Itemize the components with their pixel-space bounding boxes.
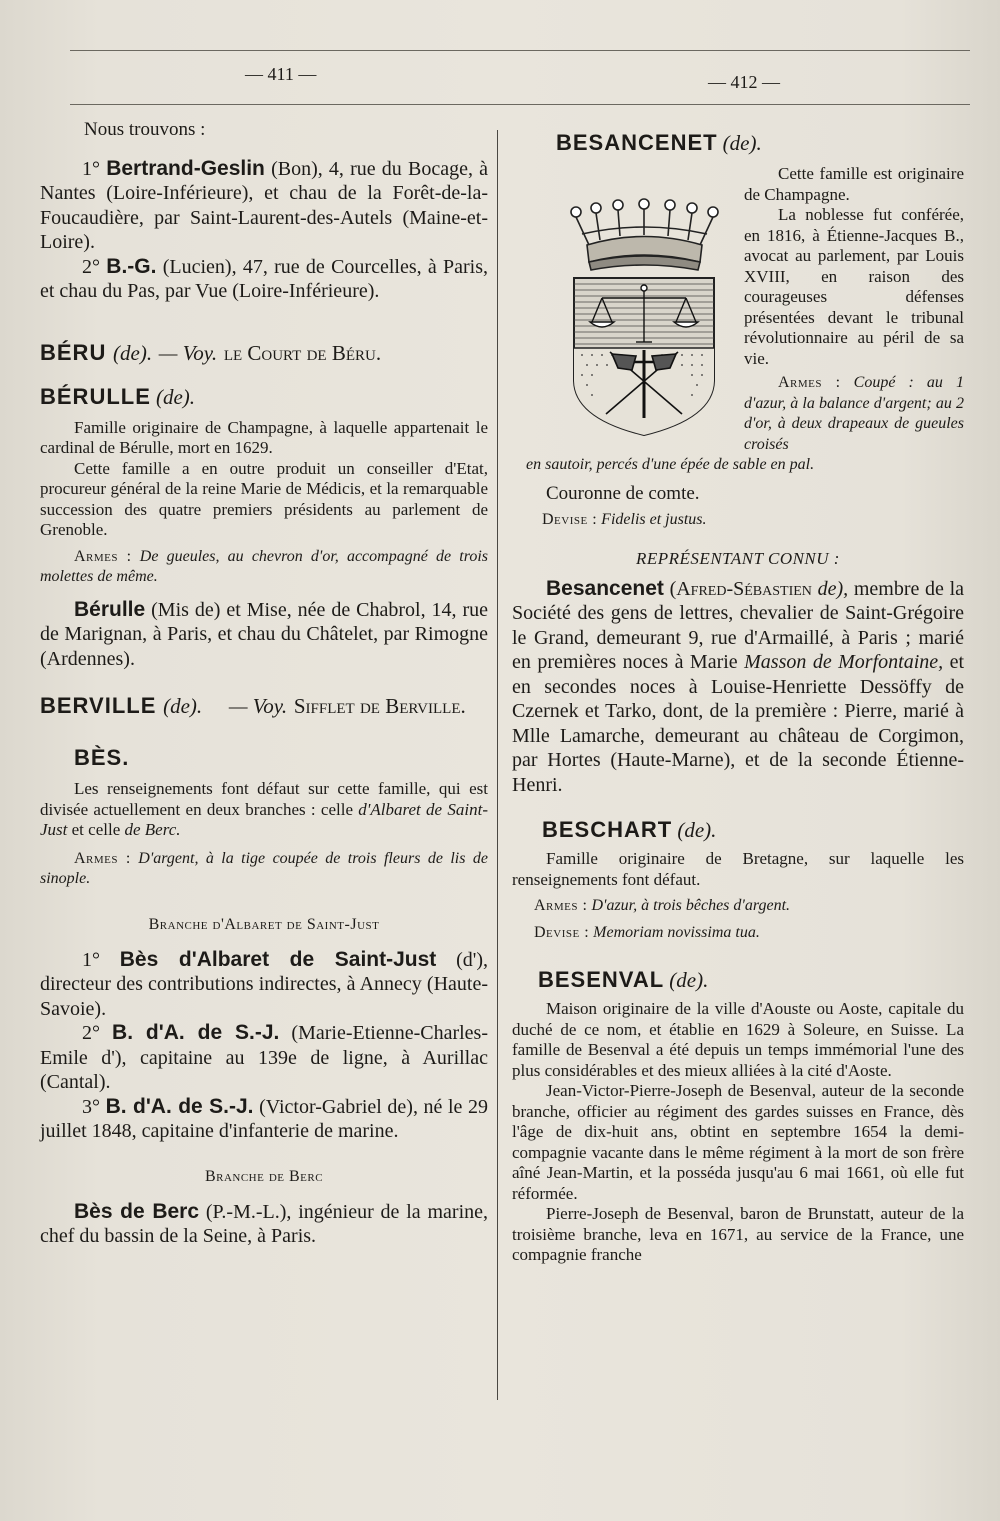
entry-details: (Bon), 4, rue du Bocage, à Nantes (Loire-Inférieure), et chau de la Forêt-de-la-Foucaudière, par Saint-Laurent-des-Autels (Maine-et-Loire).	[40, 157, 489, 253]
entry-forename: (Afred-Sébastien	[669, 577, 812, 600]
heading-voy: — Voy.	[228, 694, 288, 718]
besancenet-couronne: Couronne de comte.	[546, 482, 700, 504]
berulle-paragraph-1: Famille originaire de Champagne, à laquelle appartenait le cardinal de Bérulle, mort en 1629.	[40, 417, 488, 457]
bes-armes	[40, 849, 488, 890]
heading-particle: (de).	[155, 384, 196, 409]
heading-besenval	[512, 967, 964, 993]
entry-name: Besancenet	[546, 576, 664, 600]
entry-name: Bérulle	[74, 597, 146, 621]
devise-label: Devise :	[534, 923, 590, 941]
entry-number: 1°	[82, 157, 100, 180]
besenval-paragraph-2: Jean-Victor-Pierre-Joseph de Besenval, auteur de la seconde branche, officier au régiment des gardes suisses en France, dès l'âge de dix-huit ans, obtint en septembre 1654 la demi-compagnie vacante dans le même régiment à la mort de son frère aîné Jean-Martin, et la posséda jusqu'au 6 mai 1661, où elle fut réformée.	[512, 1081, 964, 1203]
entry-number: 2°	[82, 1022, 100, 1044]
besenval-paragraph-1: Maison originaire de la ville d'Aouste ou Aoste, capitale du duché de ce nom, et établie en 1629 à Soleure, en Suisse. La famille de Besenval a été depuis un temps immémorial l'une des plus considérables et des mieux alliées à la cité d'Aoste.	[512, 999, 964, 1080]
beschart-paragraph: Famille originaire de Bretagne, sur laquelle les renseignements font défaut.	[512, 849, 964, 889]
entry-details: (d'), directeur des contributions indirectes, à Annecy (Haute-Savoie).	[40, 948, 488, 1020]
besenval-paragraph-3: Pierre-Joseph de Besenval, baron de Brunstatt, auteur de la troisième branche, leva en 1671, au service de la France, une compagnie franche	[512, 1204, 964, 1264]
bes-text-a: Les renseignements font défaut sur cette famille, qui est divisée actuellement en deux branches : celle	[40, 779, 488, 819]
heading-particle: (de).	[722, 131, 762, 155]
heading-title: BÈS.	[74, 745, 130, 770]
entry-number: 1°	[82, 948, 100, 971]
besancenet-devise	[512, 510, 964, 531]
entry-details: (Marie-Etienne-Charles-Emile d'), capitaine au 139e de ligne, à Aurillac (Cantal).	[40, 1022, 488, 1093]
left-page-number: — 411 —	[245, 64, 317, 84]
entry-bes-albaret-2	[40, 1021, 488, 1095]
heading-beru	[40, 340, 488, 366]
heading-particle: (de).	[113, 340, 153, 365]
heading-voy: — Voy.	[158, 340, 218, 365]
armes-text: D'azur, à trois bêches d'argent.	[591, 897, 791, 914]
heading-reference: Sifflet de Berville.	[293, 694, 466, 718]
entry-bes-albaret-1	[40, 948, 488, 1022]
intro-text: Nous trouvons :	[84, 119, 206, 140]
entry-details-italic: Masson de Morfontaine,	[744, 651, 944, 673]
heading-title: BESENVAL	[538, 967, 665, 992]
entry-name: Bès d'Albaret de Saint-Just	[119, 947, 437, 971]
entry-number: 2°	[82, 255, 100, 278]
armes-label: Armes :	[778, 374, 841, 391]
entry-name: B. d'A. de S.-J.	[105, 1094, 254, 1118]
entry-details: (Lucien), 47, rue de Courcelles, à Paris, et chau du Pas, par Vue (Loire-Inférieure).	[40, 255, 489, 302]
besancenet-armes	[744, 373, 964, 455]
entry-b-g	[40, 255, 488, 304]
left-column	[40, 118, 488, 1249]
heading-particle: (de).	[163, 694, 203, 718]
heading-particle: (de).	[669, 968, 709, 992]
branche-albaret-heading: Branche d'Albaret de Saint-Just	[148, 915, 380, 933]
entry-details-2: et en secondes noces à Louise-Henriette Dessöffy de Czernek et Tarko, dont, de la première : Pierre, marié à Mlle Lamarche, demeurant au château de Corgimon, par Hortes (Haute-Marne), et de la seconde Étienne-Henri.	[512, 651, 965, 796]
heading-title: BERVILLE	[40, 693, 157, 718]
beschart-devise	[512, 923, 964, 944]
devise-text: Fidelis et justus.	[601, 511, 707, 528]
entry-bes-albaret-3	[40, 1095, 488, 1144]
heading-title: BESCHART	[542, 817, 673, 842]
branche-berc-heading: Branche de Berc	[204, 1167, 324, 1185]
beschart-armes	[512, 896, 964, 917]
bes-text-c: et celle	[71, 820, 121, 839]
entry-details: (P.-M.-L.), ingénieur de la marine, chef du bassin de la Seine, à Paris.	[40, 1200, 488, 1247]
berulle-armes	[40, 547, 488, 588]
armes-label: Armes :	[534, 897, 588, 914]
devise-label: Devise :	[542, 511, 598, 528]
entry-name: Bès de Berc	[74, 1199, 200, 1223]
heading-beschart	[512, 817, 964, 843]
heading-title: BÉRU	[40, 339, 107, 365]
heading-title: BÉRULLE	[40, 383, 151, 409]
heading-title: BESANCENET	[556, 130, 718, 155]
bes-paragraph	[40, 779, 488, 841]
entry-besancenet-rep	[512, 577, 964, 798]
heading-berulle	[40, 384, 488, 410]
coat-of-arms-image	[562, 190, 727, 440]
entry-particle: de),	[817, 577, 849, 600]
entry-berulle	[40, 598, 488, 672]
entry-bes-de-berc	[40, 1200, 488, 1249]
besancenet-text-block	[744, 164, 964, 455]
armes-text: Coupé : au 1 d'azur, à la balance d'argent; au 2 d'or, à deux drapeaux de gueules croisés	[744, 374, 964, 453]
armes-label: Armes :	[74, 849, 131, 867]
right-page-number: — 412 —	[708, 72, 780, 92]
entry-name: B.-G.	[106, 254, 157, 278]
header-rule-top	[70, 50, 970, 51]
entry-details: (Mis de) et Mise, née de Chabrol, 14, rue de Marignan, à Paris, et chau du Châtelet, par Rimogne (Ardennes).	[40, 598, 488, 670]
heading-besancenet	[512, 130, 964, 156]
representant-heading: REPRÉSENTANT CONNU :	[636, 548, 840, 568]
shield-icon	[574, 278, 714, 438]
heading-berville	[40, 693, 488, 719]
besancenet-noblesse: La noblesse fut conférée, en 1816, à Étienne-Jacques B., avocat au parlement, par Louis XVIII, en raison des courageuses défenses présentées devant le tribunal révolutionnaire au péril de sa vie.	[744, 205, 964, 368]
armes-text: D'argent, à la tige coupée de trois fleurs de lis de sinople.	[40, 849, 488, 887]
count-crown-icon	[571, 199, 718, 270]
heading-particle: (de).	[677, 818, 717, 842]
entry-bertrand-geslin	[40, 157, 488, 255]
entry-number: 3°	[82, 1095, 100, 1118]
header-rule-bottom	[70, 104, 970, 105]
bes-text-b: d'Albaret de Saint-Just	[40, 799, 488, 839]
entry-name: Bertrand-Geslin	[106, 156, 265, 180]
bes-text-d: de Berc.	[124, 820, 181, 839]
armes-label: Armes :	[74, 547, 132, 565]
devise-text: Memoriam novissima tua.	[593, 923, 760, 941]
armes-text: De gueules, au chevron d'or, accompagné de trois molettes de même.	[40, 547, 488, 585]
besancenet-armes-cont: en sautoir, percés d'une épée de sable en pal.	[526, 456, 815, 473]
entry-name: B. d'A. de S.-J.	[112, 1021, 280, 1044]
column-divider	[497, 130, 498, 1400]
entry-details-1: membre de la Société des gens de lettres, chevalier de Saint-Grégoire le Grand, demeurant 9, rue d'Armaillé, à Paris ; marié en premières noces à Marie	[512, 577, 965, 673]
heading-bes	[40, 745, 488, 771]
heading-reference: le Court de Béru.	[223, 340, 382, 365]
besancenet-origin: Cette famille est originaire de Champagne.	[744, 164, 964, 204]
berulle-paragraph-2: Cette famille a en outre produit un conseiller d'Etat, procureur général de la reine Marie de Médicis, et la remarquable succession des quatre premiers présidents au parlement de Grenoble.	[40, 458, 488, 539]
entry-details: (Victor-Gabriel de), né le 29 juillet 1848, capitaine d'infanterie de marine.	[40, 1095, 488, 1142]
